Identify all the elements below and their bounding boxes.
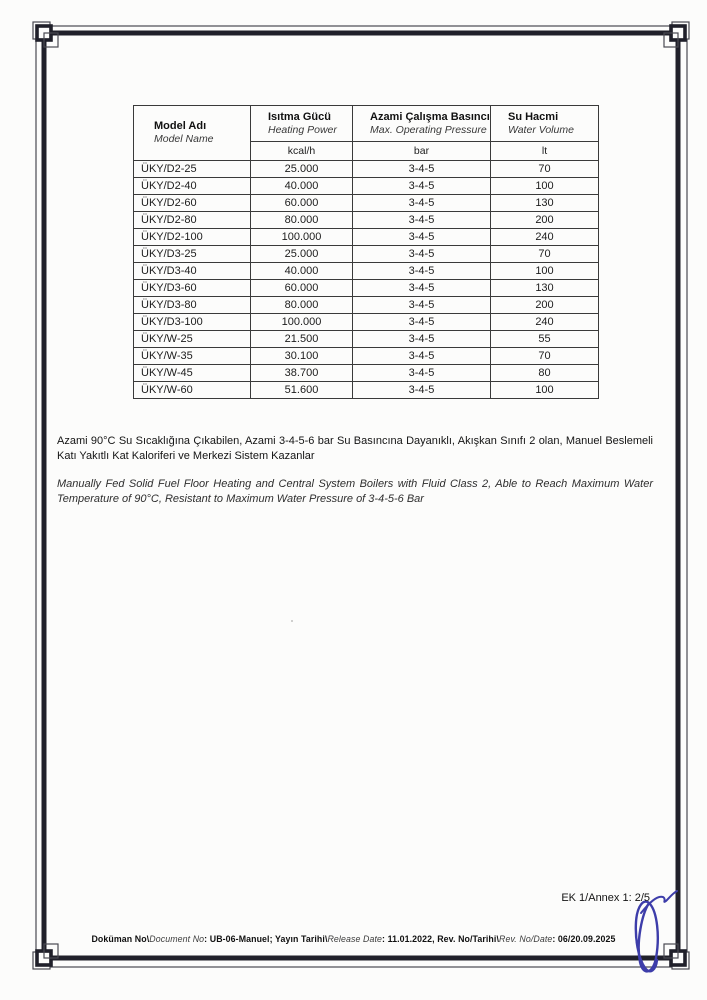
value-cell: 3-4-5	[353, 246, 491, 263]
table-row	[134, 331, 599, 348]
table-row	[134, 314, 599, 331]
unit-power: kcal/h	[251, 142, 353, 161]
header-pressure-tr: Azami Çalışma Basıncı	[370, 110, 490, 123]
table-row	[134, 195, 599, 212]
value-cell: 3-4-5	[353, 331, 491, 348]
value-cell: 40.000	[251, 178, 353, 195]
table-row	[134, 246, 599, 263]
value-cell: 130	[491, 195, 599, 212]
footer-doc-segment: Doküman No\	[91, 934, 150, 944]
value-cell: 3-4-5	[353, 382, 491, 399]
model-name-cell: ÜKY/D2-60	[134, 195, 251, 212]
header-volume-en: Water Volume	[508, 123, 574, 136]
footer-doc-segment: Rev. No/Date	[499, 934, 553, 944]
value-cell: 60.000	[251, 280, 353, 297]
value-cell: 3-4-5	[353, 263, 491, 280]
header-power	[251, 106, 353, 142]
frame-corner-bottom-left	[33, 944, 58, 969]
value-cell: 100.000	[251, 229, 353, 246]
value-cell: 38.700	[251, 365, 353, 382]
value-cell: 3-4-5	[353, 178, 491, 195]
model-name-cell: ÜKY/W-45	[134, 365, 251, 382]
table-row	[134, 161, 599, 178]
table-row	[134, 382, 599, 399]
value-cell: 3-4-5	[353, 212, 491, 229]
unit-volume: lt	[491, 142, 599, 161]
frame-corner-top-right	[664, 22, 689, 47]
value-cell: 70	[491, 348, 599, 365]
model-name-cell: ÜKY/D3-25	[134, 246, 251, 263]
document-footer-line	[0, 934, 707, 944]
value-cell: 3-4-5	[353, 365, 491, 382]
value-cell: 51.600	[251, 382, 353, 399]
header-volume	[491, 106, 599, 142]
value-cell: 130	[491, 280, 599, 297]
table-row	[134, 280, 599, 297]
value-cell: 100	[491, 263, 599, 280]
model-name-cell: ÜKY/W-35	[134, 348, 251, 365]
header-power-en: Heating Power	[268, 123, 337, 136]
model-name-cell: ÜKY/D2-40	[134, 178, 251, 195]
header-volume-tr: Su Hacmi	[508, 110, 559, 123]
footer-doc-segment: : UB-06-Manuel; Yayın Tarihi\	[204, 934, 328, 944]
value-cell: 40.000	[251, 263, 353, 280]
value-cell: 60.000	[251, 195, 353, 212]
model-name-cell: ÜKY/D2-80	[134, 212, 251, 229]
header-model-en: Model Name	[154, 133, 214, 145]
footer-doc-segment: : 06/20.09.2025	[552, 934, 616, 944]
value-cell: 55	[491, 331, 599, 348]
table-row	[134, 178, 599, 195]
model-name-cell: ÜKY/W-60	[134, 382, 251, 399]
model-name-cell: ÜKY/D3-80	[134, 297, 251, 314]
table-row	[134, 263, 599, 280]
value-cell: 80.000	[251, 297, 353, 314]
value-cell: 240	[491, 229, 599, 246]
annex-page-label: EK 1/Annex 1: 2/5	[561, 892, 650, 904]
value-cell: 3-4-5	[353, 195, 491, 212]
footer-doc-segment: Release Date	[327, 934, 382, 944]
header-pressure-en: Max. Operating Pressure	[370, 123, 487, 136]
spec-table-body	[134, 161, 599, 399]
scan-speck	[291, 620, 293, 622]
value-cell: 21.500	[251, 331, 353, 348]
value-cell: 70	[491, 246, 599, 263]
footer-doc-segment: : 11.01.2022, Rev. No/Tarihi\	[382, 934, 499, 944]
value-cell: 25.000	[251, 161, 353, 178]
table-row	[134, 365, 599, 382]
table-row	[134, 229, 599, 246]
table-row	[134, 348, 599, 365]
value-cell: 100	[491, 382, 599, 399]
frame-corner-top-left	[33, 22, 58, 47]
value-cell: 200	[491, 212, 599, 229]
description-english: Manually Fed Solid Fuel Floor Heating and Central System Boilers with Fluid Class 2, Able to Reach Maximum Water Temperature of 90°C, Resistant to Maximum Water Pressure of 3-4-5-6 Bar	[57, 478, 653, 505]
value-cell: 100.000	[251, 314, 353, 331]
model-name-cell: ÜKY/D3-60	[134, 280, 251, 297]
value-cell: 70	[491, 161, 599, 178]
value-cell: 25.000	[251, 246, 353, 263]
model-name-cell: ÜKY/D2-100	[134, 229, 251, 246]
value-cell: 200	[491, 297, 599, 314]
value-cell: 3-4-5	[353, 348, 491, 365]
value-cell: 80	[491, 365, 599, 382]
header-power-tr: Isıtma Gücü	[268, 110, 331, 123]
value-cell: 3-4-5	[353, 297, 491, 314]
value-cell: 80.000	[251, 212, 353, 229]
value-cell: 3-4-5	[353, 161, 491, 178]
frame-corner-bottom-right	[664, 944, 689, 969]
value-cell: 240	[491, 314, 599, 331]
value-cell: 3-4-5	[353, 314, 491, 331]
footer-doc-segment: Document No	[149, 934, 205, 944]
model-name-cell: ÜKY/D3-40	[134, 263, 251, 280]
description-turkish: Azami 90°C Su Sıcaklığına Çıkabilen, Azami 3-4-5-6 bar Su Basıncına Dayanıklı, Akışkan Sınıfı 2 olan, Manuel Beslemeli Katı Yakıtlı Kat Kaloriferi ve Merkezi Sistem Kazanlar	[57, 435, 653, 462]
unit-pressure: bar	[353, 142, 491, 161]
value-cell: 30.100	[251, 348, 353, 365]
header-model	[134, 106, 251, 161]
model-name-cell: ÜKY/D2-25	[134, 161, 251, 178]
table-row	[134, 297, 599, 314]
header-model-tr: Model Adı	[154, 120, 207, 132]
spec-table	[133, 105, 599, 399]
model-name-cell: ÜKY/D3-100	[134, 314, 251, 331]
header-pressure	[353, 106, 491, 142]
value-cell: 100	[491, 178, 599, 195]
value-cell: 3-4-5	[353, 280, 491, 297]
model-name-cell: ÜKY/W-25	[134, 331, 251, 348]
table-row	[134, 212, 599, 229]
value-cell: 3-4-5	[353, 229, 491, 246]
